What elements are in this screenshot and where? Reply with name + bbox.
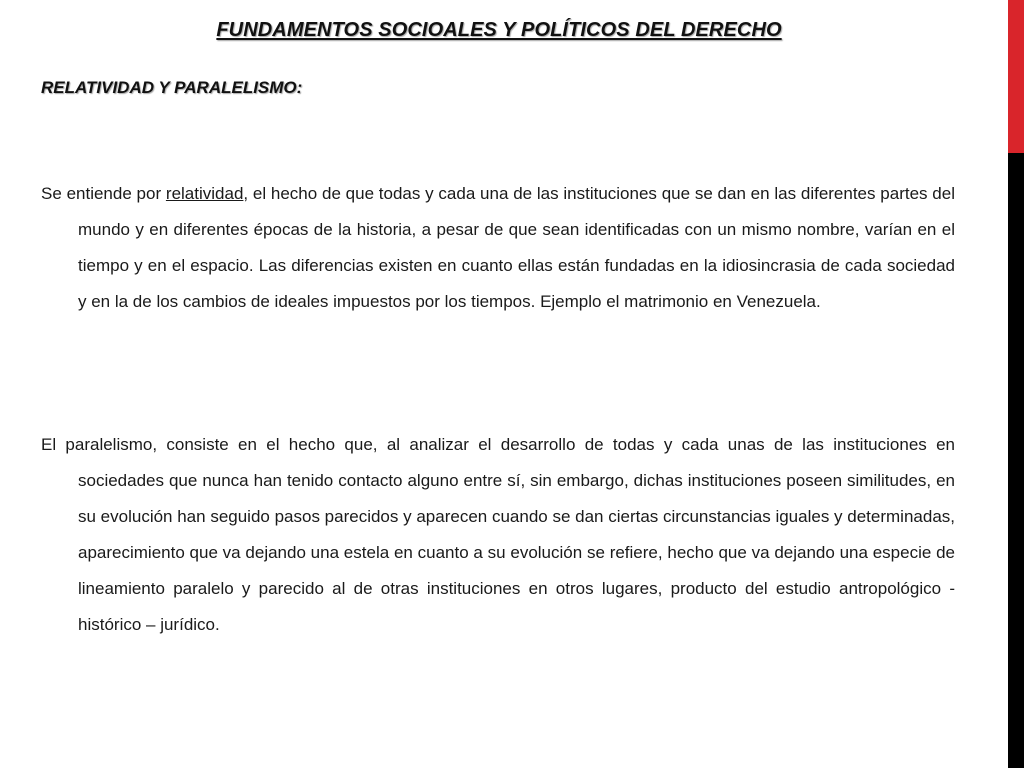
accent-bar-black — [1008, 153, 1024, 768]
slide-title: FUNDAMENTOS SOCIOALES Y POLÍTICOS DEL DERECHO — [216, 19, 782, 41]
paragraph-paralelismo: El paralelismo, consiste en el hecho que, al analizar el desarrollo de todas y cada unas de las instituciones en sociedades que nunca han tenido contacto alguno entre sí, sin embargo, dichas instituciones poseen similitudes, en su evolución han seguido pasos parecidos y aparecen cuando se dan ciertas circunstancias iguales y determinadas, aparecimiento que va dejando una estela en cuanto a su evolución se refiere, hecho que va dejando una especie de lineamiento paralelo y parecido al de otras instituciones en otros lugares, producto del estudio antropológico - histórico – jurídico. — [41, 435, 955, 634]
keyword-relatividad: relatividad — [165, 184, 244, 203]
paragraph-body: , el hecho de que todas y cada una de las instituciones que se dan en las diferentes partes del mundo y en diferentes épocas de la historia, a pesar de que sean identificadas con un mismo nombre, varían en el tiempo y en el espacio. Las diferencias existen en cuanto ellas están fundadas en la idiosincrasia de cada sociedad y en la de los cambios de ideales impuestos por los tiempos. Ejemplo el matrimonio en Venezuela. — [78, 184, 955, 311]
slide-subtitle: RELATIVIDAD Y PARALELISMO: — [41, 78, 303, 97]
paragraph-relatividad — [41, 176, 955, 320]
paragraph-lead: Se entiende por — [41, 184, 166, 203]
accent-bar-red — [1008, 0, 1024, 153]
